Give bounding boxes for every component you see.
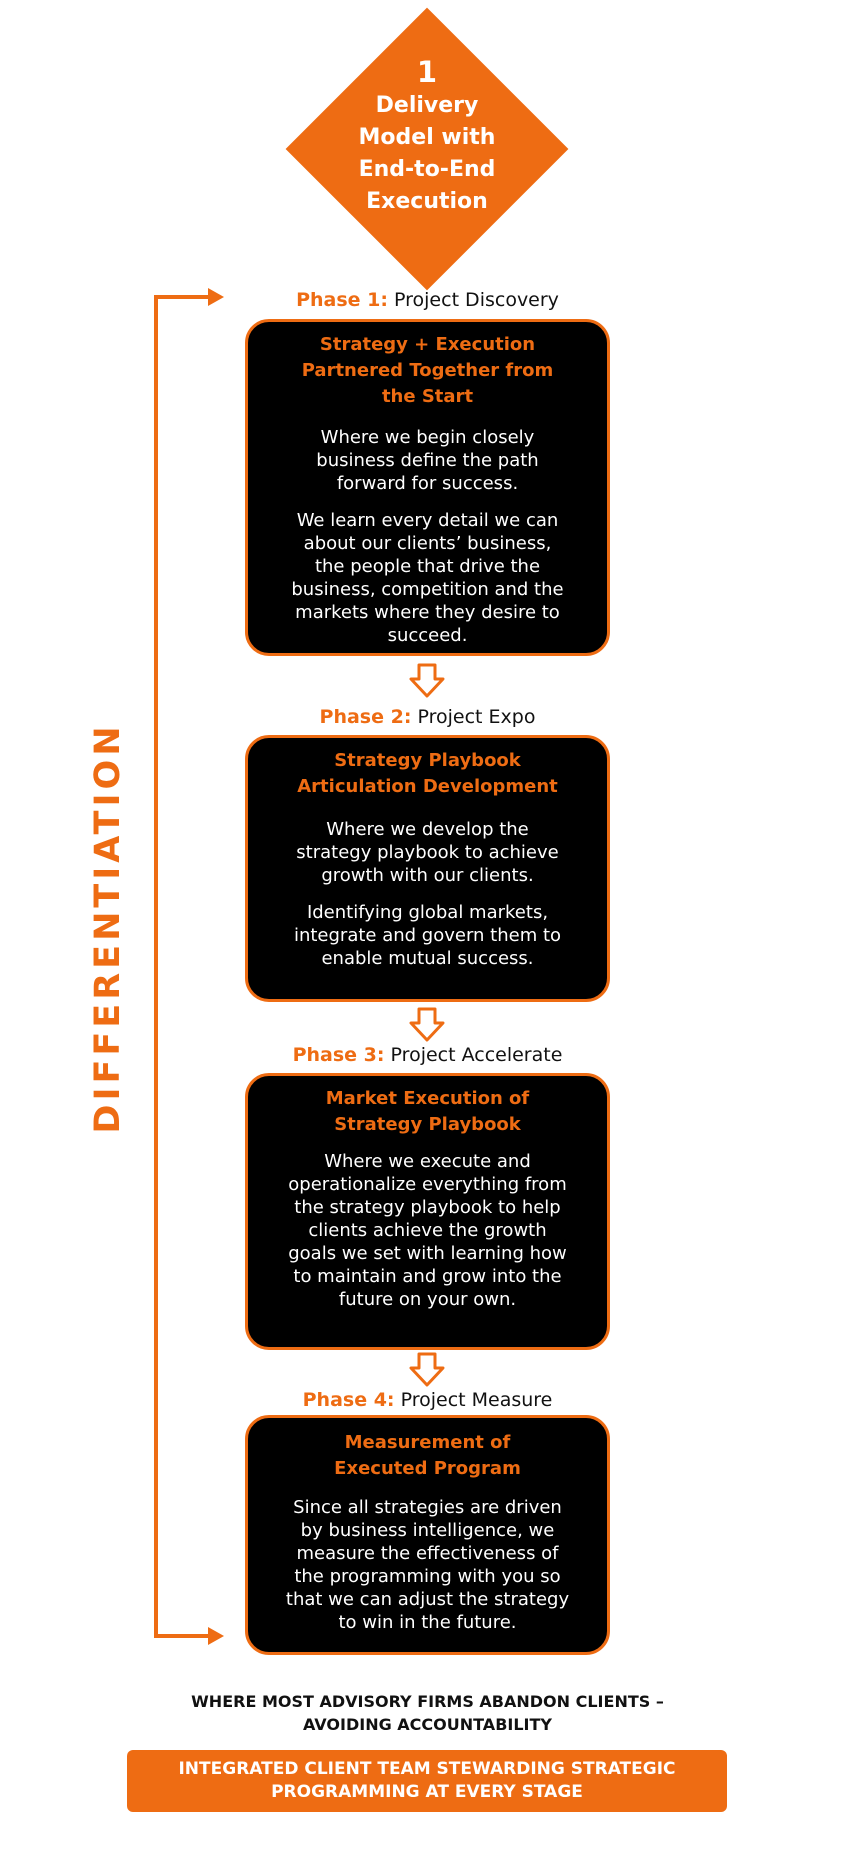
bracket-bottom-line: [154, 1634, 212, 1638]
footer-banner: [127, 1750, 727, 1812]
phase-name: Project Expo: [417, 706, 536, 728]
phase-heading-4: [245, 1388, 610, 1412]
diamond-title: Delivery Model with End-to-End Execution: [358, 93, 496, 214]
phase-paragraph: Where we begin closely business define the path forward for success.: [316, 427, 539, 494]
phase-title: Strategy + Execution Partnered Together from the Start: [301, 334, 554, 407]
bracket-line: [154, 295, 158, 1637]
phase-box-2: [245, 735, 610, 1002]
phase-paragraph: Since all strategies are driven by business intelligence, we measure the effectiveness of the programming with you so that we can adjust the strategy to win in the future.: [285, 1497, 570, 1633]
down-arrow-icon: [408, 1352, 446, 1388]
phase-name: Project Discovery: [394, 289, 559, 311]
down-arrow-icon: [408, 663, 446, 699]
phase-box-1: [245, 319, 610, 656]
phase-paragraph: Where we execute and operationalize everything from the strategy playbook to help clients achieve the growth goals we set with learning how to maintain and grow into the future on your own.: [288, 1151, 567, 1310]
phase-box-3: [245, 1073, 610, 1350]
footer-banner-text: INTEGRATED CLIENT TEAM STEWARDING STRATEGIC PROGRAMMING AT EVERY STAGE: [178, 1759, 676, 1802]
phase-name: Project Accelerate: [390, 1044, 563, 1066]
diamond-label: [322, 54, 532, 218]
phase-box-4: [245, 1415, 610, 1655]
bracket-bottom-arrow-icon: [208, 1627, 224, 1645]
phase-label: Phase 4:: [302, 1389, 395, 1411]
phase-title: Measurement of Executed Program: [334, 1432, 521, 1479]
footer-note: WHERE MOST ADVISORY FIRMS ABANDON CLIENTS – AVOIDING ACCOUNTABILITY: [191, 1692, 664, 1734]
phase-heading-3: [245, 1043, 610, 1067]
phase-label: Phase 2:: [319, 706, 412, 728]
down-arrow-icon: [408, 1007, 446, 1043]
phase-name: Project Measure: [400, 1389, 553, 1411]
phase-paragraph: Identifying global markets, integrate and govern them to enable mutual success.: [293, 902, 562, 969]
bracket-top-arrow-icon: [208, 288, 224, 306]
phase-paragraph: We learn every detail we can about our clients’ business, the people that drive the business, competition and the markets where they desire to succeed.: [291, 510, 564, 646]
phase-heading-2: [245, 705, 610, 729]
phase-title: Market Execution of Strategy Playbook: [325, 1088, 530, 1135]
side-label: DIFFERENTIATION: [88, 722, 128, 1134]
diamond-number: 1: [416, 55, 438, 89]
phase-label: Phase 3:: [292, 1044, 385, 1066]
phase-heading-1: [245, 288, 610, 312]
phase-label: Phase 1:: [296, 289, 388, 311]
phase-title: Strategy Playbook Articulation Development: [297, 750, 558, 797]
phase-paragraph: Where we develop the strategy playbook to achieve growth with our clients.: [296, 819, 559, 886]
bracket-top-line: [154, 295, 212, 299]
